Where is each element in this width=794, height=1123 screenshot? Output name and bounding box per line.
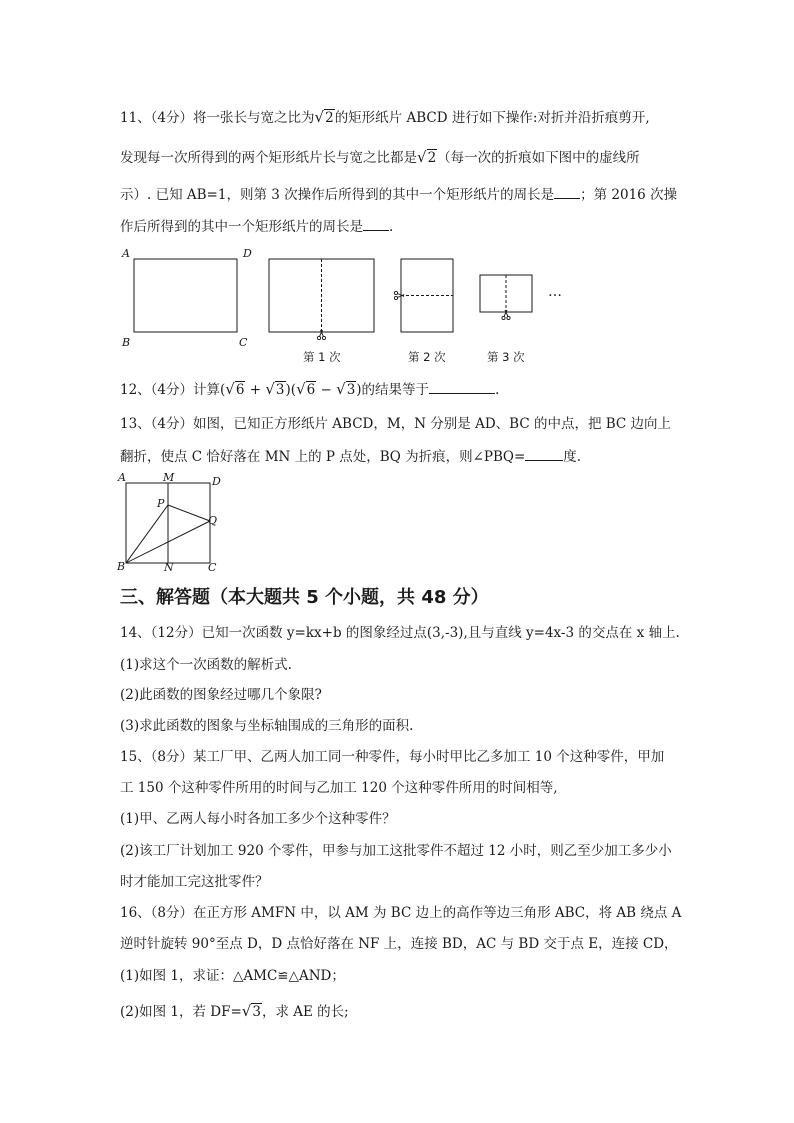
label-b: B <box>122 336 131 349</box>
q13-line-1: 13、（4分）如图，已知正方形纸片 ABCD，M，N 分别是 AD、BC 的中点，把 BC 边向上 <box>120 416 672 432</box>
section-heading: 三、解答题（本大题共 5 个小题，共 48 分） <box>120 587 489 608</box>
sqrt-2-expr: √2 <box>314 108 334 126</box>
q15-part-2b: 时才能加工完这批零件？ <box>120 874 269 890</box>
q15-line-2: 工 150 个这种零件所用的时间与乙加工 120 个这种零件所用的时间相等, <box>120 780 558 796</box>
q11-line-3: 示）. 已知 AB=1，则第 3 次操作后所得到的其中一个矩形纸片的周长是 ；第 2016 次操 <box>120 187 678 203</box>
segment-bp <box>126 505 168 563</box>
q14-part-1: (1)求这个一次函数的解析式. <box>120 657 292 673</box>
q14-line-1: 14、（12分）已知一次函数 y=kx+b 的图象经过点(3,-3),且与直线 y=4x-3 的交点在 x 轴上. <box>120 625 680 641</box>
sqrt-3-expr: √3 <box>241 1002 261 1020</box>
caption-step-1: 第 1 次 <box>303 350 341 364</box>
label-a: A <box>122 247 130 260</box>
q14-part-3: (3)求此函数的图象与坐标轴围成的三角形的面积. <box>120 718 414 734</box>
segment-pq <box>168 505 210 521</box>
q16-line-2: 逆时针旋转 90°至点 D，D 点恰好落在 NF 上，连接 BD，AC 与 BD 交于点 E，连接 CD， <box>120 936 678 952</box>
q11-line-4: 作后所得到的其中一个矩形纸片的周长是 . <box>120 219 394 235</box>
label-q: Q <box>208 514 218 527</box>
label-c: C <box>239 336 248 349</box>
label-p: P <box>157 497 165 510</box>
q12-line: 12、（4分）计算(√6 + √3)(√6 − √3)的结果等于 . <box>120 380 500 398</box>
sqrt-2-expr-2: √2 <box>417 148 437 166</box>
q15-part-2a: (2)该工厂计划加工 920 个零件，甲参与加工这批零件不超过 12 小时，则乙至少加工多少小 <box>120 843 672 859</box>
label-c: C <box>208 561 217 574</box>
sqrt-3-b: √3 <box>336 380 356 398</box>
caption-step-2: 第 2 次 <box>408 350 446 364</box>
q16-line-1: 16、（8分）在正方形 AMFN 中，以 AM 为 BC 边上的高作等边三角形 ABC，将 AB 绕点 A <box>120 905 682 921</box>
sqrt-6-b: √6 <box>296 380 316 398</box>
label-m: M <box>163 471 175 484</box>
label-a: A <box>118 471 126 484</box>
q15-line-1: 15、（8分）某工厂甲、乙两人加工同一种零件，每小时甲比乙多加工 10 个这种零件，甲加 <box>120 749 665 765</box>
q16-part-1: (1)如图 1，求证：△AMC≌△AND； <box>120 968 345 984</box>
q11-line-1: 11、（4分）将一张长与宽之比为√2的矩形纸片 ABCD 进行如下操作:对折并沿折痕剪开, <box>120 108 650 126</box>
q13-line-2: 翻折，使点 C 恰好落在 MN 上的 P 点处，BQ 为折痕，则∠PBQ= 度. <box>120 449 582 465</box>
q16-part-2: (2)如图 1，若 DF=√3，求 AE 的长; <box>120 1002 349 1020</box>
q15-part-1: (1)甲、乙两人每小时各加工多少个这种零件？ <box>120 811 396 827</box>
q11-line-2: 发现每一次所得到的两个矩形纸片长与宽之比都是√2（每一次的折痕如下图中的虚线所 <box>120 148 640 166</box>
label-d: D <box>243 247 252 260</box>
label-b: B <box>117 560 126 573</box>
sqrt-6: √6 <box>225 380 245 398</box>
label-n: N <box>164 561 174 574</box>
sqrt-3: √3 <box>265 380 285 398</box>
label-d: D <box>212 475 221 488</box>
q14-part-2: (2)此函数的图象经过哪几个象限? <box>120 687 322 703</box>
ellipsis: … <box>548 284 562 300</box>
caption-step-3: 第 3 次 <box>487 350 525 364</box>
